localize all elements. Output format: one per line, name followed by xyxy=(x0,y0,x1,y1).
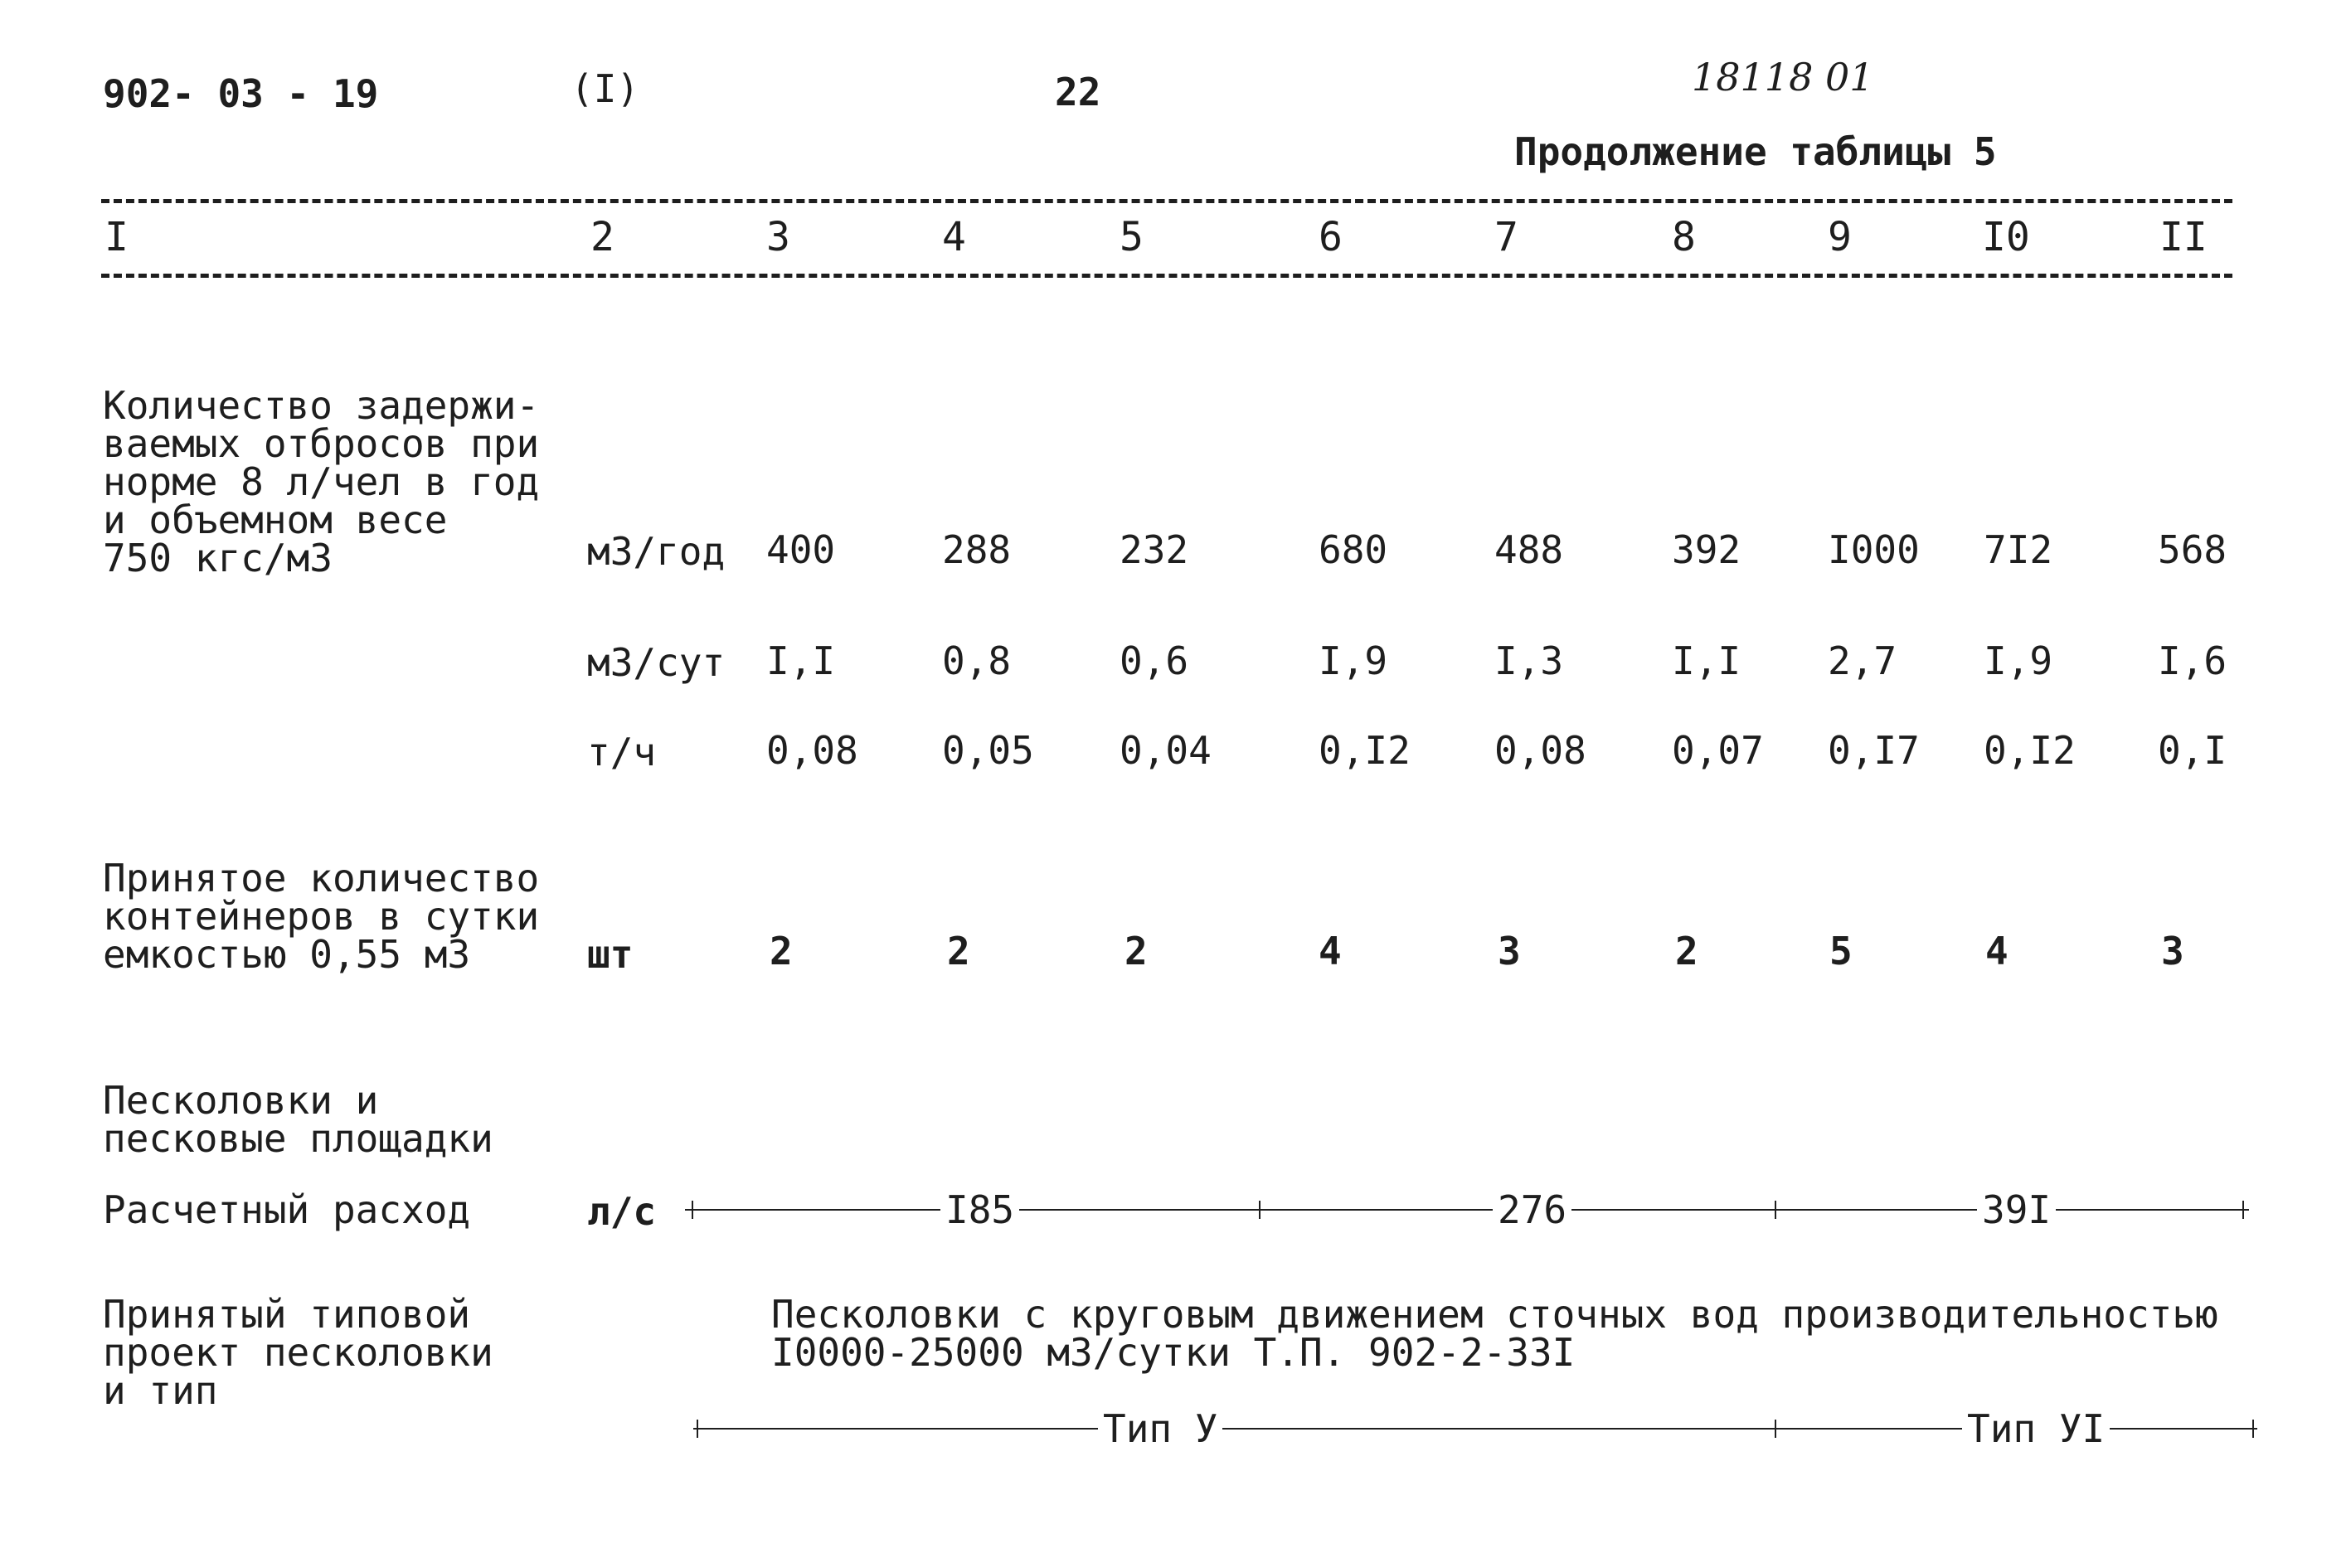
type-span-tick xyxy=(2252,1420,2254,1438)
type-span-value: Тип У xyxy=(1098,1410,1222,1448)
doc-code: 902- 03 - 19 xyxy=(103,71,379,116)
flow-span-tick xyxy=(692,1201,693,1219)
cell-value: 680 xyxy=(1319,527,1388,572)
sand-trap-description-line2: I0000-25000 м3/сутки Т.П. 902-2-33I xyxy=(771,1330,1576,1375)
cell-value: 0,I2 xyxy=(1984,728,2076,773)
cell-value: I,6 xyxy=(2158,638,2227,683)
column-header: I0 xyxy=(1982,214,2030,260)
cell-value: 2,7 xyxy=(1828,638,1897,683)
cell-value: 0,08 xyxy=(766,728,858,773)
cell-value: I,I xyxy=(1672,638,1741,683)
unit-m3-per-year: м3/год xyxy=(587,529,726,574)
cell-value: I000 xyxy=(1828,527,1920,572)
cell-value: 400 xyxy=(766,527,836,572)
column-header: 5 xyxy=(1120,214,1144,260)
part-number: (I) xyxy=(571,66,640,111)
cell-value: 0,08 xyxy=(1494,728,1586,773)
column-header: 9 xyxy=(1828,214,1852,260)
cell-value: I,3 xyxy=(1494,638,1564,683)
typical-project-label: Принятый типовой проект песколовки и тип xyxy=(103,1292,493,1413)
cell-value: 0,05 xyxy=(942,728,1034,773)
page-number: 22 xyxy=(1055,70,1101,114)
flow-span-tick xyxy=(1775,1201,1776,1219)
table-continuation-title: Продолжение таблицы 5 xyxy=(1514,129,1997,174)
flow-span-value: I85 xyxy=(940,1191,1019,1229)
header-bottom-rule xyxy=(101,274,2232,278)
unit-m3-per-day: м3/сут xyxy=(587,640,726,685)
type-span-tick xyxy=(1775,1420,1776,1438)
cell-value: 0,I7 xyxy=(1828,728,1920,773)
unit-tonnes-per-hour: т/ч xyxy=(587,730,657,774)
cell-value: 2 xyxy=(1675,929,1698,973)
cell-value: 0,I xyxy=(2158,728,2227,773)
cell-value: 232 xyxy=(1120,527,1189,572)
waste-quantity-label: Количество задержи- ваемых отбросов при норме 8 л/чел в год и объемном весе 750 кгс/м3 xyxy=(103,383,540,580)
cell-value: 3 xyxy=(2161,929,2184,973)
cell-value: 4 xyxy=(1319,929,1342,973)
flow-span-tick xyxy=(1259,1201,1261,1219)
cell-value: 0,6 xyxy=(1120,638,1189,683)
type-span-value: Тип УI xyxy=(1962,1410,2110,1448)
flow-span-value: 39I xyxy=(1977,1191,2056,1229)
cell-value: 5 xyxy=(1829,929,1853,973)
cell-value: 2 xyxy=(1124,929,1148,973)
cell-value: 0,I2 xyxy=(1319,728,1411,773)
header-top-rule xyxy=(101,199,2232,203)
column-header: 4 xyxy=(942,214,966,260)
cell-value: 0,07 xyxy=(1672,728,1764,773)
handwritten-reference: 18118 01 xyxy=(1692,55,1874,100)
cell-value: 0,04 xyxy=(1120,728,1212,773)
unit-litres-per-second: л/с xyxy=(587,1189,657,1234)
cell-value: I,9 xyxy=(1319,638,1388,683)
flow-span-value: 276 xyxy=(1493,1191,1571,1229)
cell-value: 488 xyxy=(1494,527,1564,572)
column-header: 3 xyxy=(766,214,790,260)
type-span-tick xyxy=(697,1420,698,1438)
cell-value: 7I2 xyxy=(1984,527,2053,572)
cell-value: 4 xyxy=(1985,929,2009,973)
column-header: 8 xyxy=(1672,214,1696,260)
containers-label: Принятое количество контейнеров в сутки емкостью 0,55 м3 xyxy=(103,856,540,977)
flow-span-tick xyxy=(2242,1201,2244,1219)
column-header: I xyxy=(104,214,129,260)
cell-value: 0,8 xyxy=(942,638,1012,683)
column-header: II xyxy=(2159,214,2208,260)
column-header: 7 xyxy=(1494,214,1518,260)
cell-value: 288 xyxy=(942,527,1012,572)
cell-value: 2 xyxy=(947,929,970,973)
unit-pieces: шт xyxy=(587,932,634,977)
column-header: 6 xyxy=(1319,214,1343,260)
cell-value: I,9 xyxy=(1984,638,2053,683)
cell-value: 3 xyxy=(1498,929,1521,973)
column-header: 2 xyxy=(590,214,614,260)
sand-traps-section-label: Песколовки и песковые площадки xyxy=(103,1078,493,1161)
design-flow-label: Расчетный расход xyxy=(103,1187,471,1232)
cell-value: 568 xyxy=(2158,527,2227,572)
cell-value: 392 xyxy=(1672,527,1741,572)
cell-value: 2 xyxy=(770,929,793,973)
cell-value: I,I xyxy=(766,638,836,683)
sand-trap-description-line1: Песколовки с круговым движением сточных вод производительностью xyxy=(771,1292,2218,1337)
